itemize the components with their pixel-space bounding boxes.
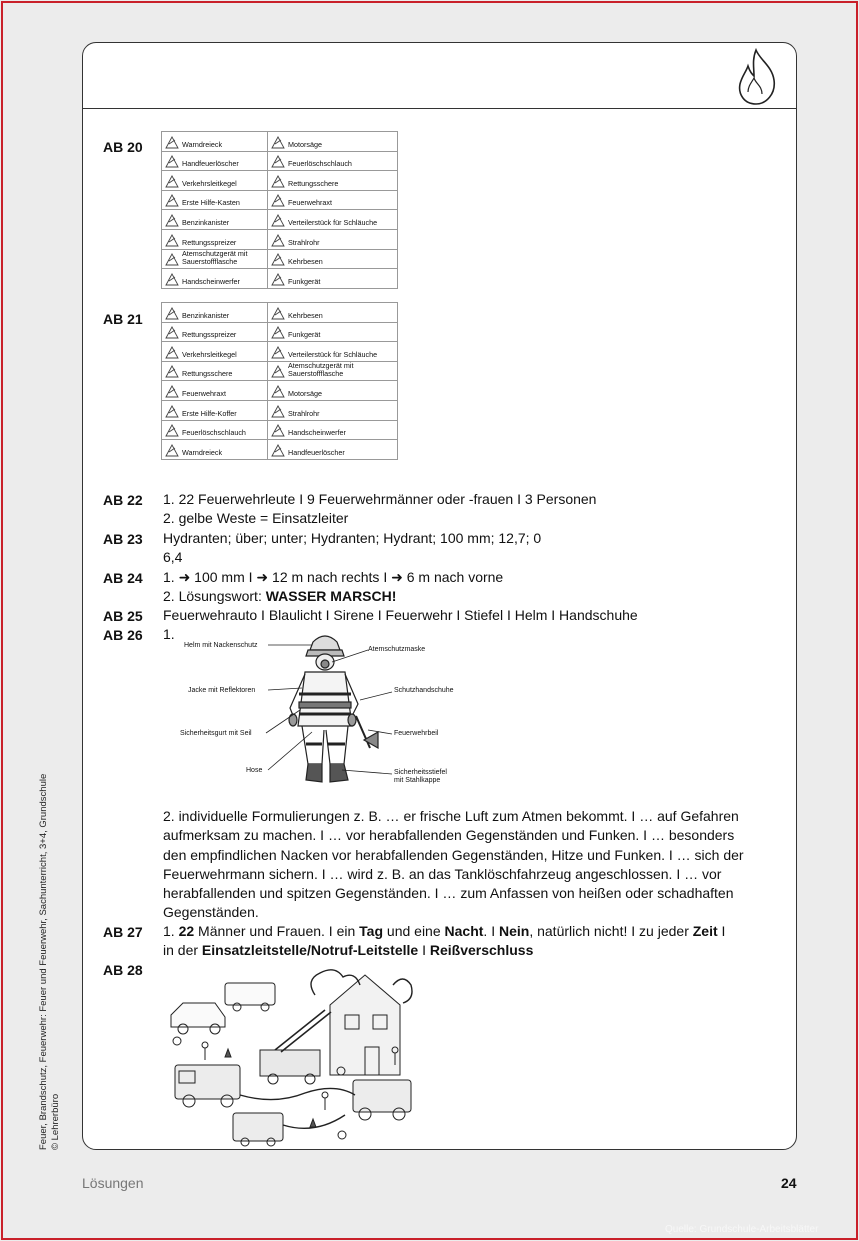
tool-label: Handfeuerlöscher bbox=[182, 159, 239, 169]
ab23-label: AB 23 bbox=[103, 531, 143, 547]
ab27-text: Männer und Frauen. I ein bbox=[194, 923, 360, 939]
tool-row bbox=[162, 322, 398, 342]
tool-icon bbox=[268, 363, 288, 380]
tool-label: Handscheinwerfer bbox=[182, 276, 240, 286]
firefighter-icon bbox=[289, 636, 378, 782]
tool-label: Funkgerät bbox=[288, 330, 321, 340]
tool-cell bbox=[268, 440, 398, 460]
ab27-text: I bbox=[717, 923, 726, 939]
tool-row bbox=[162, 400, 398, 420]
tool-icon bbox=[268, 212, 288, 229]
tool-cell bbox=[162, 249, 268, 269]
ab23-answer bbox=[163, 529, 541, 568]
ab20-table bbox=[161, 131, 398, 289]
tool-icon bbox=[162, 305, 182, 322]
ab26-para-line: aufmerksam zu machen. I … vor herabfallenden Gegenständen und Funken. I … besonders bbox=[163, 827, 735, 844]
tool-cell bbox=[162, 322, 268, 342]
tool-row bbox=[162, 440, 398, 460]
ab22-label: AB 22 bbox=[103, 492, 143, 508]
tool-label: Funkgerät bbox=[288, 276, 321, 286]
tool-icon bbox=[268, 324, 288, 341]
tool-icon bbox=[268, 192, 288, 209]
sidebar-line1: Feuer, Brandschutz, Feuerwehr: Feuer und Feuerwehr, Sachunterricht, 3+4, Grundschule bbox=[38, 773, 49, 1150]
tool-label: Verkehrsleitkegel bbox=[182, 178, 237, 188]
tool-cell bbox=[268, 361, 398, 381]
tool-row bbox=[162, 190, 398, 210]
tool-label: Motorsäge bbox=[288, 388, 322, 398]
tool-cell bbox=[162, 400, 268, 420]
ab26-label: AB 26 bbox=[103, 627, 143, 643]
tool-label: Warndreieck bbox=[182, 447, 223, 457]
ab23-line1: Hydranten; über; unter; Hydranten; Hydrant; 100 mm; 12,7; 0 bbox=[163, 530, 542, 546]
tool-cell bbox=[162, 269, 268, 289]
tool-label: Strahlrohr bbox=[288, 408, 320, 418]
ab27-text: in der bbox=[163, 942, 202, 959]
ab27-text: und eine bbox=[383, 923, 445, 939]
tool-icon bbox=[268, 134, 288, 151]
ab26-para-line: Feuerwehrmann sichern. I … wird z. B. an das Tanklöschfahrzeug angeschlossen. I … vor bbox=[163, 865, 722, 882]
tool-cell bbox=[268, 322, 398, 342]
tool-icon bbox=[268, 173, 288, 190]
ab24-solution-word: WASSER MARSCH! bbox=[265, 588, 397, 605]
tool-row bbox=[162, 151, 398, 171]
tool-label: Atemschutzgerät mit Sauerstoffflasche bbox=[182, 249, 248, 267]
tool-cell bbox=[268, 249, 398, 269]
tool-icon bbox=[162, 344, 182, 361]
ab27-text: . I bbox=[483, 923, 499, 939]
ab27-bold: Zeit bbox=[692, 923, 718, 939]
page-number: 24 bbox=[781, 1175, 797, 1191]
fire-scene-illustration bbox=[165, 965, 415, 1147]
ab21-label: AB 21 bbox=[103, 311, 143, 327]
tool-icon bbox=[268, 271, 288, 288]
tool-icon bbox=[162, 363, 182, 380]
ab27-bold: Nacht bbox=[444, 923, 484, 939]
tool-label: Handfeuerlöscher bbox=[288, 447, 345, 457]
ab22-line2: 2. gelbe Weste = Einsatzleiter bbox=[163, 510, 349, 527]
ab27-bold: Reißverschluss bbox=[429, 942, 534, 959]
ab27-bold: 22 bbox=[178, 923, 195, 939]
tool-label: Warndreieck bbox=[182, 139, 223, 149]
tool-icon bbox=[162, 383, 182, 400]
tool-label: Verteilerstück für Schläuche bbox=[288, 217, 378, 227]
label-boots-1: Sicherheitsstiefel bbox=[394, 769, 447, 776]
tool-cell bbox=[162, 381, 268, 401]
tool-cell bbox=[268, 151, 398, 171]
ab26-para-line: herabfallenden und spitzen Gegenständen. I … zum Anfassen von heißen oder schadhaften bbox=[163, 885, 734, 902]
ab26-paragraph bbox=[163, 807, 744, 923]
ab23-line2: 6,4 bbox=[163, 549, 183, 566]
label-jacket: Jacke mit Reflektoren bbox=[188, 687, 256, 694]
tool-label: Rettungsspreizer bbox=[182, 237, 237, 247]
ab26-para-line: Gegenständen. bbox=[163, 904, 259, 921]
tool-icon bbox=[268, 232, 288, 249]
tool-cell bbox=[162, 303, 268, 323]
tool-cell bbox=[268, 400, 398, 420]
tool-icon bbox=[162, 422, 182, 439]
ab24-line1: 1. ➜ 100 mm I ➜ 12 m nach rechts I ➜ 6 m nach vorne bbox=[163, 569, 504, 585]
ab26-item1: 1. bbox=[163, 626, 175, 642]
tool-label: Rettungsschere bbox=[182, 369, 233, 379]
ab25-answer: Feuerwehrauto I Blaulicht I Sirene I Feuerwehr I Stiefel I Helm I Handschuhe bbox=[163, 607, 638, 623]
ab27-label: AB 27 bbox=[103, 924, 143, 940]
tool-cell bbox=[162, 440, 268, 460]
tool-label: Kehrbesen bbox=[288, 310, 323, 320]
ab22-line1: 1. 22 Feuerwehrleute I 9 Feuerwehrmänner oder -frauen I 3 Personen bbox=[163, 491, 597, 507]
ab20-label: AB 20 bbox=[103, 139, 143, 155]
tool-icon bbox=[268, 422, 288, 439]
tool-icon bbox=[162, 232, 182, 249]
ab21-table bbox=[161, 302, 398, 460]
label-axe: Feuerwehrbeil bbox=[394, 730, 439, 737]
tool-cell bbox=[162, 361, 268, 381]
tool-row bbox=[162, 229, 398, 249]
tool-label: Handscheinwerfer bbox=[288, 428, 346, 438]
tool-cell bbox=[268, 303, 398, 323]
source-credit: Quelle: Grundschule-Arbeitsblätter bbox=[665, 1224, 819, 1235]
ab28-label: AB 28 bbox=[103, 962, 143, 978]
tool-cell bbox=[162, 190, 268, 210]
tool-label: Strahlrohr bbox=[288, 237, 320, 247]
ab27-text: , natürlich nicht! I zu jeder bbox=[529, 923, 693, 939]
tool-label: Rettungsschere bbox=[288, 178, 339, 188]
ab26-para-line: 2. individuelle Formulierungen z. B. … er frische Luft zum Atmen bekommt. I … auf Gefahren bbox=[163, 808, 739, 824]
tool-icon bbox=[162, 442, 182, 459]
tool-icon bbox=[162, 251, 182, 268]
tool-row bbox=[162, 269, 398, 289]
tool-label: Feuerwehraxt bbox=[182, 388, 226, 398]
tool-row bbox=[162, 342, 398, 362]
tool-icon bbox=[162, 324, 182, 341]
ab24-line2-prefix: 2. Lösungswort: bbox=[163, 588, 266, 605]
tool-label: Feuerwehraxt bbox=[288, 198, 332, 208]
tool-cell bbox=[268, 229, 398, 249]
tool-cell bbox=[162, 171, 268, 191]
ab24-answer bbox=[163, 568, 503, 607]
ab27-bold: Nein bbox=[498, 923, 530, 939]
tool-label: Erste Hilfe-Kasten bbox=[182, 198, 240, 208]
tool-row bbox=[162, 361, 398, 381]
ab26-para-line: den empfindlichen Nacken vor herabfallenden Gegenständen, Hitze und Funken. I … sich der bbox=[163, 846, 744, 863]
tool-label: Erste Hilfe-Koffer bbox=[182, 408, 237, 418]
tool-row bbox=[162, 132, 398, 152]
tool-label: Benzinkanister bbox=[182, 217, 230, 227]
footer-section: Lösungen bbox=[82, 1175, 144, 1191]
tool-label: Verteilerstück für Schläuche bbox=[288, 349, 378, 359]
tool-row bbox=[162, 210, 398, 230]
tool-cell bbox=[162, 420, 268, 440]
ab27-answer bbox=[163, 922, 725, 961]
tool-label: Kehrbesen bbox=[288, 257, 323, 267]
sidebar-line2: © Lehrerbüro bbox=[50, 1093, 61, 1150]
tool-row bbox=[162, 171, 398, 191]
flame-icon bbox=[734, 46, 780, 106]
label-belt: Sicherheitsgurt mit Seil bbox=[180, 730, 252, 737]
tool-cell bbox=[162, 342, 268, 362]
tool-row bbox=[162, 249, 398, 269]
ab22-answer bbox=[163, 490, 596, 529]
tool-icon bbox=[268, 153, 288, 170]
firefighter-figure bbox=[172, 630, 472, 790]
header-divider bbox=[82, 108, 797, 109]
tool-cell bbox=[268, 190, 398, 210]
ab25-label: AB 25 bbox=[103, 608, 143, 624]
tool-cell bbox=[268, 420, 398, 440]
label-trousers: Hose bbox=[246, 767, 263, 774]
tool-cell bbox=[268, 381, 398, 401]
ab24-label: AB 24 bbox=[103, 570, 143, 586]
tool-cell bbox=[162, 210, 268, 230]
label-boots-2: mit Stahlkappe bbox=[394, 777, 441, 784]
tool-icon bbox=[268, 403, 288, 420]
tool-cell bbox=[268, 171, 398, 191]
label-helmet: Helm mit Nackenschutz bbox=[184, 642, 258, 649]
tool-cell bbox=[162, 132, 268, 152]
tool-label: Feuerlöschschlauch bbox=[288, 159, 352, 169]
tool-row bbox=[162, 381, 398, 401]
tool-cell bbox=[268, 132, 398, 152]
tool-icon bbox=[268, 251, 288, 268]
tool-label: Benzinkanister bbox=[182, 310, 230, 320]
sidebar-credits bbox=[38, 774, 62, 1150]
tool-cell bbox=[162, 229, 268, 249]
tool-row bbox=[162, 420, 398, 440]
ab27-bold: Tag bbox=[359, 923, 384, 939]
tool-cell bbox=[268, 269, 398, 289]
ab27-text: 1. bbox=[163, 923, 179, 939]
tool-row bbox=[162, 303, 398, 323]
tool-icon bbox=[162, 192, 182, 209]
tool-label: Atemschutzgerät mit Sauerstoffflasche bbox=[288, 361, 354, 379]
tool-icon bbox=[162, 153, 182, 170]
fire-scene-icon bbox=[171, 970, 412, 1146]
tool-icon bbox=[268, 344, 288, 361]
tool-cell bbox=[268, 210, 398, 230]
tool-icon bbox=[162, 212, 182, 229]
tool-icon bbox=[268, 305, 288, 322]
ab27-text: I bbox=[418, 942, 430, 959]
tool-icon bbox=[162, 403, 182, 420]
ab27-bold: Einsatzleitstelle/Notruf-Leitstelle bbox=[201, 942, 419, 959]
tool-icon bbox=[162, 173, 182, 190]
ab24-line2 bbox=[163, 587, 503, 606]
label-mask: Atemschutzmaske bbox=[368, 646, 426, 653]
tool-cell bbox=[162, 151, 268, 171]
tool-icon bbox=[162, 134, 182, 151]
tool-label: Verkehrsleitkegel bbox=[182, 349, 237, 359]
tool-icon bbox=[162, 271, 182, 288]
tool-label: Motorsäge bbox=[288, 139, 322, 149]
tool-icon bbox=[268, 383, 288, 400]
tool-icon bbox=[268, 442, 288, 459]
tool-label: Feuerlöschschlauch bbox=[182, 428, 246, 438]
label-gloves: Schutzhandschuhe bbox=[394, 687, 454, 694]
tool-cell bbox=[268, 342, 398, 362]
tool-label: Rettungsspreizer bbox=[182, 330, 237, 340]
